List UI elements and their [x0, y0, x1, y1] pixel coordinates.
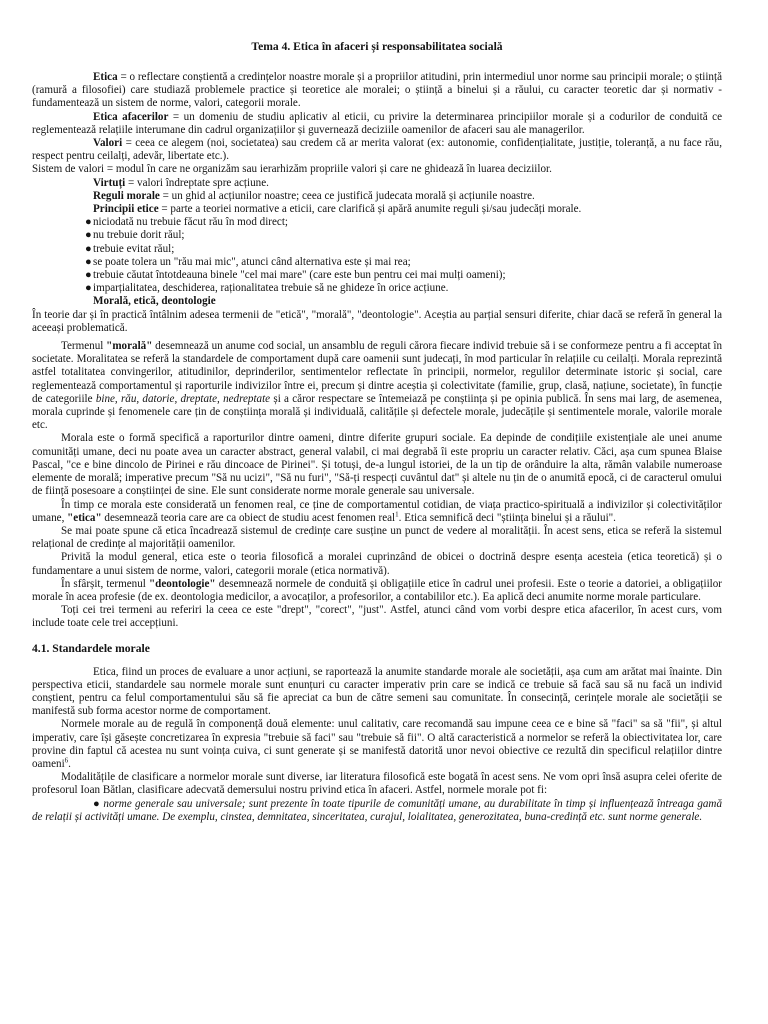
term-valori: Valori: [93, 137, 123, 150]
bullet-icon: ●: [85, 216, 92, 229]
paragraph-text: În timp ce morala este considerată un fenomen real, ce ține de comportamentul cotidian, de viața practico-spirituală a indivizilor și colectivităților umane,: [32, 498, 722, 524]
paragraph-text: și a căror respectare se întemeiază pe conștiința și pe opinia publică. În sens mai larg, de asemenea, morala cuprinde și fenomenele care țin de conștiința morală și individuală, calitățile și defectele morale, judecățile și sentimentele morale, valorile morale etc.: [32, 392, 722, 432]
list-item-text: niciodată nu trebuie făcut rău în mod direct;: [93, 216, 288, 229]
paragraph-deontologie: [32, 578, 722, 604]
paragraph-norme-generale: ● norme generale sau universale; sunt prezente în toate tipurile de comunități umane, au durabilitate în timp și influențează întreaga gamă de relații și activități umane. De exemplu, cinstea, demnitatea, sinceritatea, curajul, loialitatea, generozitatea, buna-credință etc. sunt norme generale.: [32, 797, 722, 823]
term-etica: Etica: [93, 71, 118, 83]
footnote-marker: 6: [64, 756, 69, 765]
list-item-text: trebuie căutat întotdeauna binele "cel mai mare" (care este bun pentru cei mai mulți oameni);: [93, 269, 506, 282]
definition-reguli-morale: [32, 190, 722, 203]
text-principii-etice: = parte a teoriei normative a eticii, care clarifică și apără anumite reguli și/sau judecăți morale.: [158, 203, 582, 216]
list-item: [32, 282, 722, 295]
paragraph-text: desemnează teoria care are ca obiect de studiu acest fenomen real: [101, 511, 396, 524]
section-heading-standarde: 4.1. Standardele morale: [32, 641, 150, 655]
paragraph-text: Termenul: [61, 340, 107, 353]
paragraph-text: .: [68, 757, 71, 770]
definition-principii-etice: [32, 203, 722, 216]
text-virtuti: = valori îndreptate spre acțiune.: [125, 176, 269, 189]
paragraph-morala-forma: Morala este o formă specifică a raporturilor dintre oameni, dintre diferite grupuri sociale. Ea depinde de condițiile existențiale ale unei anume comunități umane, deci nu poate avea un caracter abstract, general valabil, ci mai degrabă îi este propriu un caracter relativ. Căci, așa cum spunea Blaise Pascal, "ce e bine dincolo de Pirinei e rău dincoace de Pirinei". Și totuși, de-a lungul istoriei, de la un tip de orânduire la alta, rămân valabile numeroase elemente de morală; imperative precum "Să nu ucizi", "Să nu furi", "Să-ți respecți cuvântul dat" și altele nu țin de o anumită epocă, ci de caracterul omului de ființă posesoare a conștiinței de sine. Ele sunt considerate norme morale generale sau universale.: [32, 432, 722, 498]
paragraph-etica: [32, 499, 722, 525]
paragraph-etica-credinte: Se mai poate spune că etica încadrează sistemul de credințe care susține un punct de vedere al moralității. În acest sens, etica se referă la sistemul relațional de credințe al majorității oamenilor.: [32, 524, 722, 551]
principles-bullet-list: [32, 216, 722, 295]
definition-sistem-valori: Sistem de valori = modul în care ne organizăm sau ierarhizăm propriile valori și care ne ghidează în luarea deciziilor.: [32, 163, 552, 176]
paragraph-morala: [32, 340, 722, 432]
list-item-text: imparțialitatea, deschiderea, raționalitatea trebuie să ne ghideze în orice acțiune.: [93, 282, 449, 295]
list-item: [32, 256, 722, 269]
term-etica-quoted: "etica": [67, 511, 102, 524]
definition-etica: [32, 71, 722, 111]
definition-etica-afacerilor: [32, 111, 722, 137]
paragraph-text: desemnează un anume cod social, un ansamblu de reguli cărora fiecare individ trebuie să i se conformeze pentru a fi acceptat în societate. Moralitatea se referă la standardele de comportament după care oamenii sunt judecați, în mod particular în relațiile cu ceilalți. Morala reprezintă astfel totalitatea convingerilor, atitudinilor, deprinderilor, sentimentelor reflectate în principii, normelor, regulilor determinate istoric și social, care reglementează comportamentul și raporturile indivizilor între ei, precum și dintre aceștia și colectivitate (familie, grup, clasă, națiune, societate), în funcție de categoriile: [32, 340, 722, 405]
list-item-text: trebuie evitat răul;: [93, 242, 175, 255]
paragraph-intro: În teorie dar și în practică întâlnim adesea termenii de "etică", "morală", "deontologie". Aceștia au parțial sensuri diferite, chiar dacă se referă în general la aceeași problematică.: [32, 308, 722, 334]
paragraph-text: În sfârșit, termenul: [61, 577, 150, 590]
text-valori: = ceea ce alegem (noi, societatea) sau credem că ar merita valorat (ex: autonomie, confidențialitate, justiție, toleranță, a nu face rău, respect pentru ceilalți, adevăr, libertate etc.).: [32, 137, 722, 163]
subheading-morala-etica-deontologie: Morală, etică, deontologie: [93, 295, 216, 308]
text-etica-afacerilor: = un domeniu de studiu aplicativ al eticii, cu privire la determinarea principiilor morale și a codurilor de conduită ce reglementează relațiile interumane din cadrul organizațiilor și guvernează deciziile oamenilor de afaceri sau ale managerilor.: [32, 110, 722, 136]
list-item: [32, 229, 722, 242]
paragraph-text: desemnează normele de conduită și obligațiile etice în cadrul unei profesii. Este o teorie a datoriei, a obligațiilor morale în acea profesie (de ex. deontologia medicilor, a avocaților, a profesorilor, a contabililor etc.). Ea aplică deci anumite norme morale particulare.: [32, 577, 722, 603]
paragraph-text: Normele morale au de regulă în componență două elemente: unul calitativ, care recomandă sau impune ceea ce e bine să "faci" sa să "fii", și altul imperativ, care își găsește concretizarea în expresia "trebuie să faci" sau "trebuie să fii". O altă caracteristică a normelor se referă la obiectivitatea lor, care provine din faptul că acestea nu sunt voința cuiva, ci sunt generate și se manifestă datorită unor nevoi obiective ce rezultă din specificul relațiilor dintre oameni: [32, 718, 722, 770]
paragraph-standarde-intro: Etica, fiind un proces de evaluare a unor acțiuni, se raportează la anumite standarde morale ale societății, așa cum am arătat mai înainte. Din perspectiva eticii, standardele sau normele morale sunt enunțuri cu caracter imperativ prin care se indică ce trebuie să facă sau să nu facă un individ conștient, pentru ca felul comportamentului său să fie apreciat ca bun de către semeni sau comunitate. În consecință, cerințele morale ale societății se manifestă sub forma acestor norme de comportament.: [32, 665, 722, 718]
term-reguli-morale: Reguli morale: [93, 189, 160, 202]
term-etica-afacerilor: Etica afacerilor: [93, 110, 169, 123]
list-item: [32, 269, 722, 282]
text-reguli-morale: = un ghid al acțiunilor noastre; ceea ce justifică judecata morală și acțiunile noastre.: [159, 189, 535, 202]
italic-categories: bine, rău, datorie, dreptate, nedreptate: [95, 392, 271, 405]
page-title: Tema 4. Etica în afaceri și responsabilitatea socială: [251, 40, 503, 53]
paragraph-norme-elemente: [32, 718, 722, 771]
term-virtuti: Virtuți: [93, 176, 126, 189]
bullet-icon: ●: [85, 255, 92, 268]
paragraph-conclusion: Toți cei trei termeni au referiri la ceea ce este "drept", "corect", "just". Astfel, atunci când vom vorbi despre etica afacerilor, în acest curs, vom include toate cele trei accepțiuni.: [32, 604, 722, 630]
definition-virtuti: [32, 177, 722, 190]
list-item-text: se poate tolera un "rău mai mic", atunci când alternativa este și mai rea;: [93, 255, 411, 268]
bullet-icon: ●: [85, 269, 92, 282]
footnote-marker: 1: [395, 510, 399, 519]
term-principii-etice: Principii etice: [93, 203, 159, 216]
paragraph-clasificare: Modalitățile de clasificare a normelor morale sunt diverse, iar literatura filosofică este bogată în acest sens. Ne vom opri însă asupra celei oferite de profesorul Ioan Bătlan, clasificare adecvată demersului nostru privind etica în afaceri. Astfel, normele morale pot fi:: [32, 771, 722, 797]
term-morala: "morală": [106, 340, 153, 353]
list-item-text: nu trebuie dorit răul;: [93, 229, 185, 242]
paragraph-etica-general: Privită la modul general, etica este o teoria filosofică a moralei cuprinzând de obicei o doctrină despre esența acesteia (etica teoretică) și o fundamentare a unui sistem de norme, valori, categorii morale (etica normativă).: [32, 551, 722, 577]
bullet-icon: ●: [85, 229, 92, 242]
text-etica: = o reflectare conștientă a credințelor noastre morale și a propriilor atitudini, prin intermediul unor norme sau principii morale; o știință (ramură a filosofiei) care studiază problemele practice și teoretice ale moralei; o știință a binelui și a răului, cu caracter teoretic dar și normativ - fundamentează un sistem de norme, valori, categorii morale.: [32, 71, 722, 110]
bullet-icon: ●: [85, 282, 92, 295]
definition-valori: [32, 137, 722, 163]
list-item: [32, 216, 722, 229]
paragraph-text: . Etica semnifică deci "știința binelui și a răului".: [398, 511, 616, 524]
bullet-icon: ●: [85, 242, 92, 255]
term-deontologie: "deontologie": [149, 577, 216, 590]
list-item: [32, 243, 722, 256]
